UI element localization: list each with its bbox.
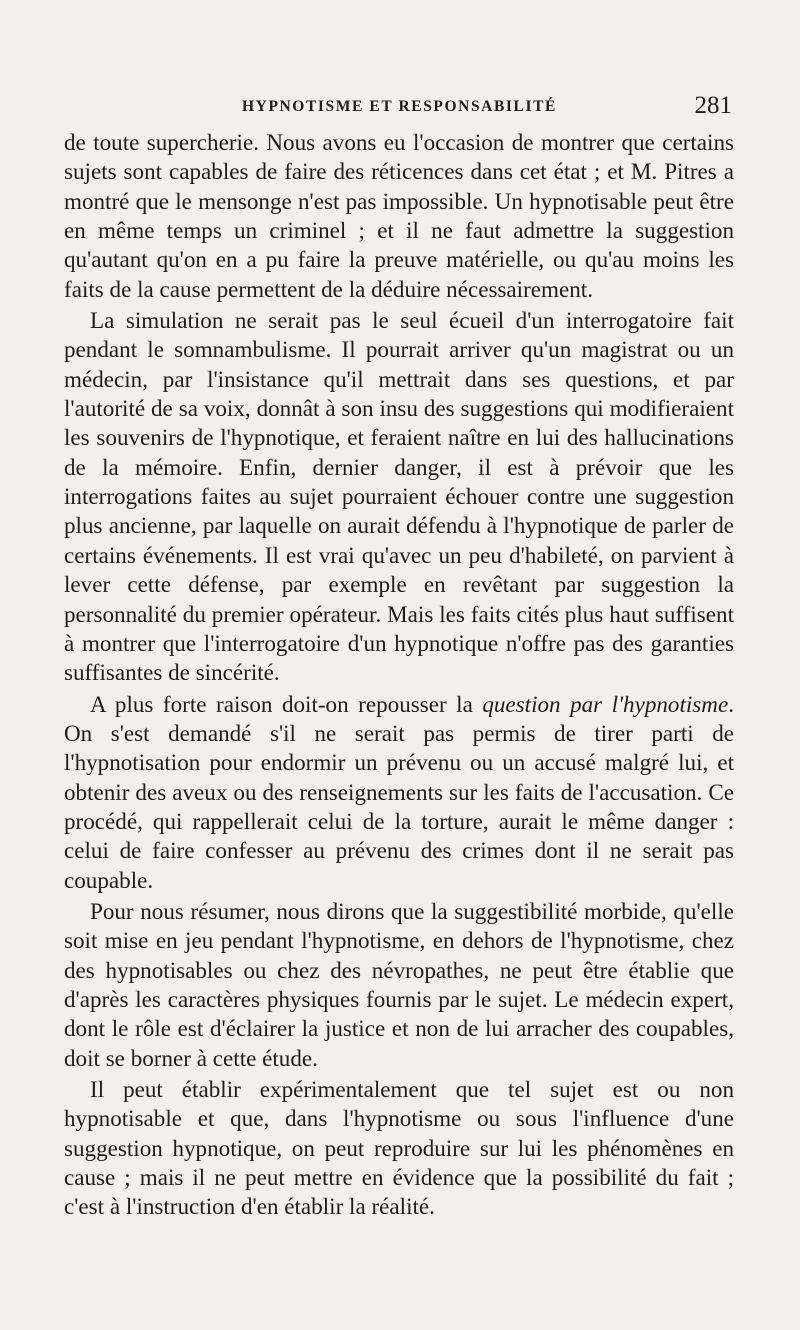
- paragraph-1: de toute supercherie. Nous avons eu l'occasion de montrer que certains sujets sont capables de faire des réticences dans cet état ; et M. Pitres a montré que le mensonge n'est pas impossible. Un hypnotisable peut être en même temps un criminel ; et il ne faut admettre la suggestion qu'autant qu'on en a pu faire la preuve matérielle, ou qu'au moins les faits de la cause permettent de la déduire nécessairement.: [64, 129, 734, 302]
- paragraph-2: La simulation ne serait pas le seul écueil d'un interrogatoire fait pendant le somnambulisme. Il pourrait arriver qu'un magistrat ou un médecin, par l'insistance qu'il mettrait dans ses questions, et par l'autorité de sa voix, donnât à son insu des suggestions qui modifieraient les souvenirs de l'hypnotique, et feraient naître en lui des hallucinations de la mémoire. Enfin, dernier danger, il est à prévoir que les interrogations faites au sujet pourraient échouer contre une suggestion plus ancienne, par laquelle on aurait défendu à l'hypnotique de parler de certains événements. Il est vrai qu'avec un peu d'habileté, on parvient à lever cette défense, par exemple en revêtant par suggestion la personnalité du premier opérateur. Mais les faits cités plus haut suffisent à montrer que l'interrogatoire d'un hypnotique n'offre pas des garanties suffisantes de sincérité.: [64, 307, 734, 686]
- paragraph-4: Pour nous résumer, nous dirons que la suggestibilité morbide, qu'elle soit mise en jeu pendant l'hypnotisme, en dehors de l'hypnotisme, chez des hypnotisables ou chez des névropathes, ne peut être établie que d'après les caractères physiques fournis par le sujet. Le médecin expert, dont le rôle est d'éclairer la justice et non de lui arracher des coupables, doit se borner à cette étude.: [64, 897, 734, 1071]
- paragraph-3-start: A plus forte raison doit-on repousser la: [90, 690, 483, 717]
- body-text: [64, 128, 734, 1222]
- emphasized-term: question par l'hypnotisme: [482, 690, 729, 717]
- paragraph-3-rest: . On s'est demandé s'il ne serait pas permis de tirer parti de l'hypnotisation pour endormir un prévenu ou un accusé malgré lui, et obtenir des aveux ou des renseignements sur les faits de l'accusation. Ce procédé, qui rappellerait celui de la torture, aurait le même danger : celui de faire confesser au prévenu des crimes dont il ne serait pas coupable.: [64, 690, 734, 893]
- paragraph-3: [64, 690, 734, 895]
- page-number: 281: [694, 92, 732, 119]
- running-head: [62, 94, 734, 124]
- running-title: HYPNOTISME ET RESPONSABILITÉ: [242, 98, 557, 115]
- paragraph-5: Il peut établir expérimentalement que tel sujet est ou non hypnotisable et que, dans l'hypnotisme ou sous l'influence d'une suggestion hypnotique, on peut reproduire sur lui les phénomènes en cause ; mais il ne peut mettre en évidence que la possibilité du fait ; c'est à l'instruction d'en établir la réalité.: [64, 1076, 734, 1220]
